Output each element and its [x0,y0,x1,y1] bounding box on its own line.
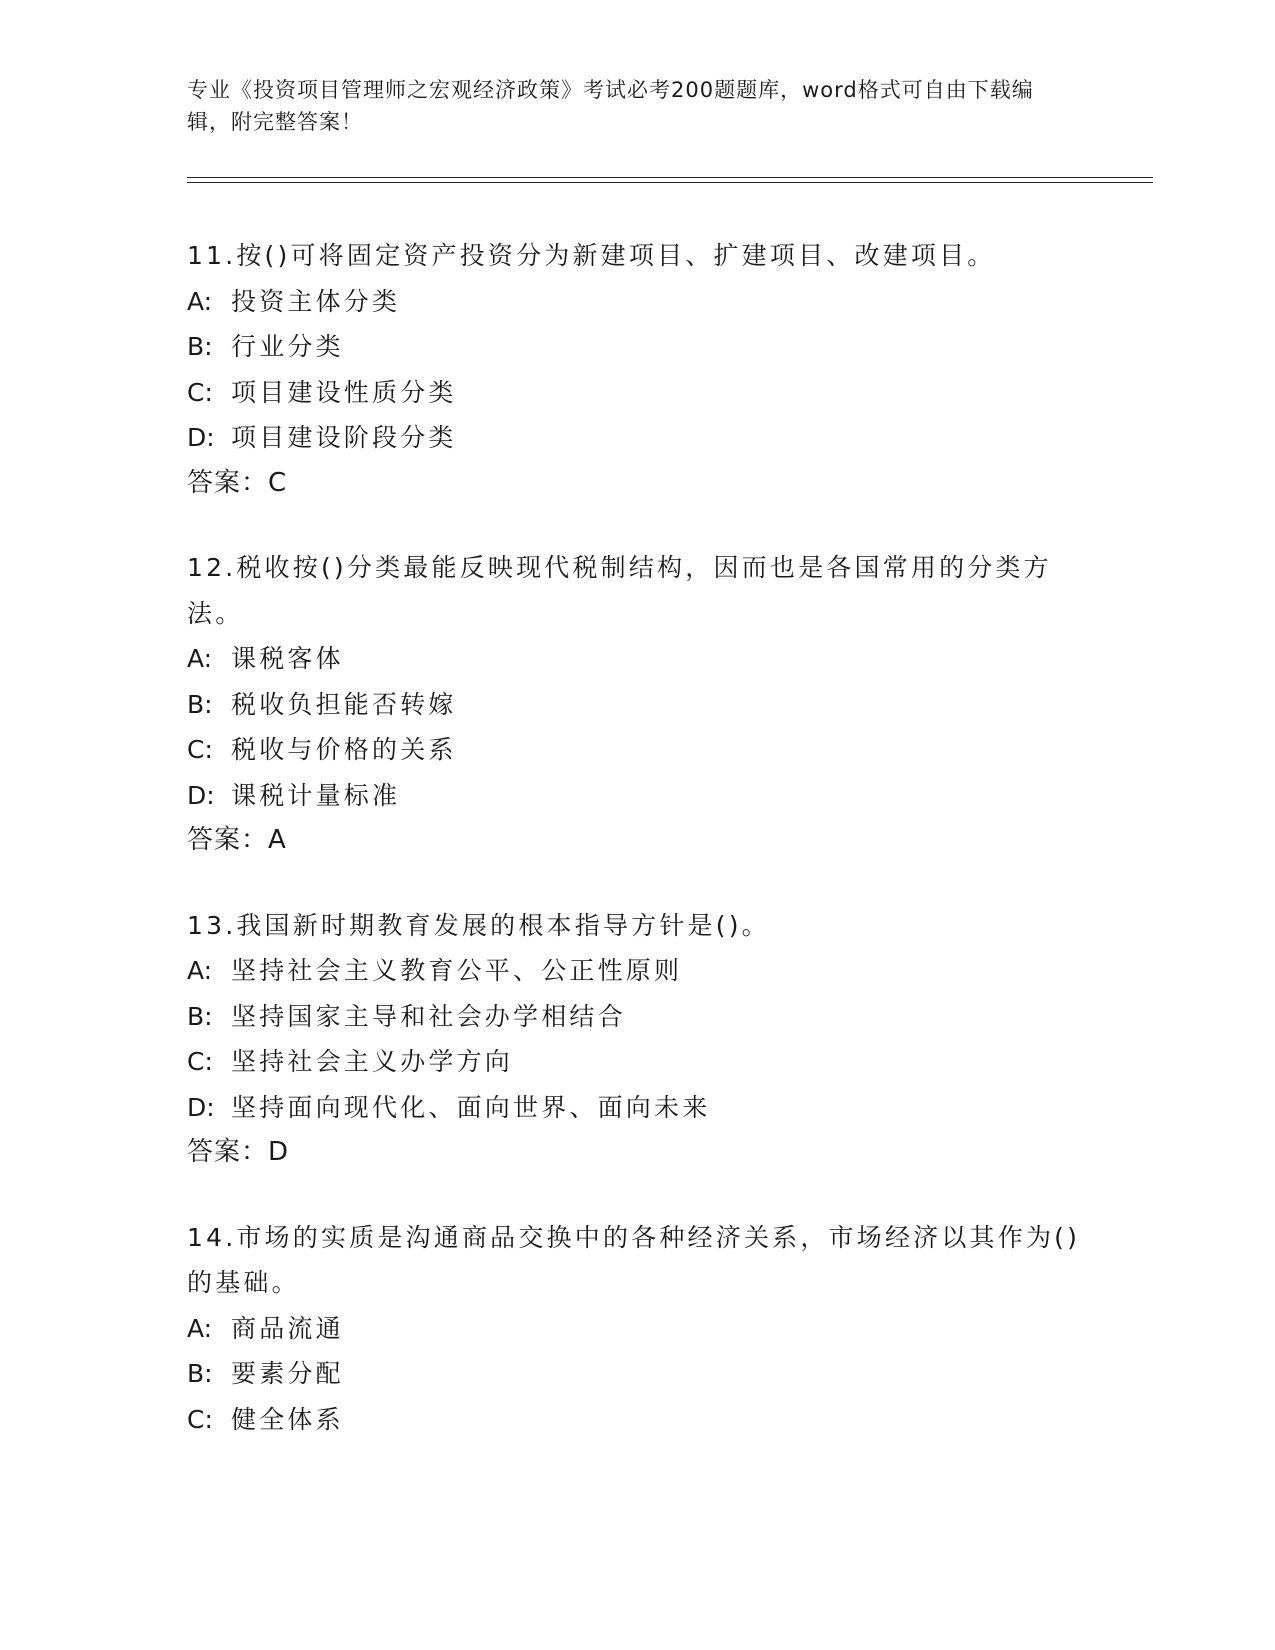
option-b [187,324,1087,370]
option-a [187,279,1087,325]
option-a [187,1306,1087,1352]
question-stem: 12.税收按()分类最能反映现代税制结构，因而也是各国常用的分类方法。 [187,553,1052,628]
option-text: 税收与价格的关系 [231,735,457,764]
answer-line: 答案：C [187,467,288,498]
option-text: 坚持国家主导和社会办学相结合 [231,1001,626,1031]
question-11 [187,233,1087,506]
option-key: A: [187,644,213,673]
option-text: 项目建设阶段分类 [231,423,457,452]
option-text: 商品流通 [231,1313,344,1343]
option-d [187,1085,1087,1131]
option-text: 要素分配 [231,1359,344,1388]
option-text: 课税计量标准 [231,780,401,810]
option-text: 投资主体分类 [231,286,401,316]
option-key: A: [187,286,213,316]
option-b [187,994,1087,1040]
question-stem: 13.我国新时期教育发展的根本指导方针是()。 [187,910,770,940]
question-12 [187,545,1087,864]
option-key: A: [187,1313,213,1343]
option-c [187,727,1087,773]
header-divider-top [187,177,1153,178]
answer-line: 答案：D [187,1137,290,1167]
option-text: 健全体系 [231,1404,344,1434]
option-key: D: [187,423,215,452]
option-c [187,1039,1087,1085]
option-text: 坚持社会主义教育公平、公正性原则 [231,956,683,985]
option-key: D: [187,1092,215,1122]
option-key: B: [187,332,213,361]
option-text: 坚持面向现代化、面向世界、面向未来 [231,1092,711,1122]
question-list [187,233,1087,1481]
option-key: B: [187,1359,213,1388]
option-text: 课税客体 [231,644,344,673]
option-a [187,636,1087,682]
answer-line: 答案：A [187,825,287,855]
option-text: 行业分类 [231,332,344,361]
option-d [187,415,1087,461]
option-a [187,948,1087,994]
question-stem: 14.市场的实质是沟通商品交换中的各种经济关系，市场经济以其作为()的基础。 [187,1222,1081,1297]
header-divider-bottom [187,182,1153,183]
option-text: 坚持社会主义办学方向 [231,1047,514,1076]
document-header: 专业《投资项目管理师之宏观经济政策》考试必考200题题库，word格式可自由下载编辑，附完整答案！ [187,78,1034,134]
option-key: C: [187,1047,213,1076]
question-14 [187,1215,1087,1443]
option-d [187,773,1087,819]
option-text: 项目建设性质分类 [231,377,457,407]
option-c [187,370,1087,416]
option-b [187,682,1087,728]
option-key: C: [187,735,213,764]
option-key: A: [187,956,213,985]
option-text: 税收负担能否转嫁 [231,689,457,719]
option-c [187,1397,1087,1443]
question-stem: 11.按()可将固定资产投资分为新建项目、扩建项目、改建项目。 [187,241,996,270]
question-13 [187,903,1087,1176]
option-key: D: [187,780,215,810]
option-key: C: [187,377,213,407]
option-key: B: [187,689,213,719]
option-b [187,1351,1087,1397]
option-key: B: [187,1001,213,1031]
option-key: C: [187,1404,213,1434]
